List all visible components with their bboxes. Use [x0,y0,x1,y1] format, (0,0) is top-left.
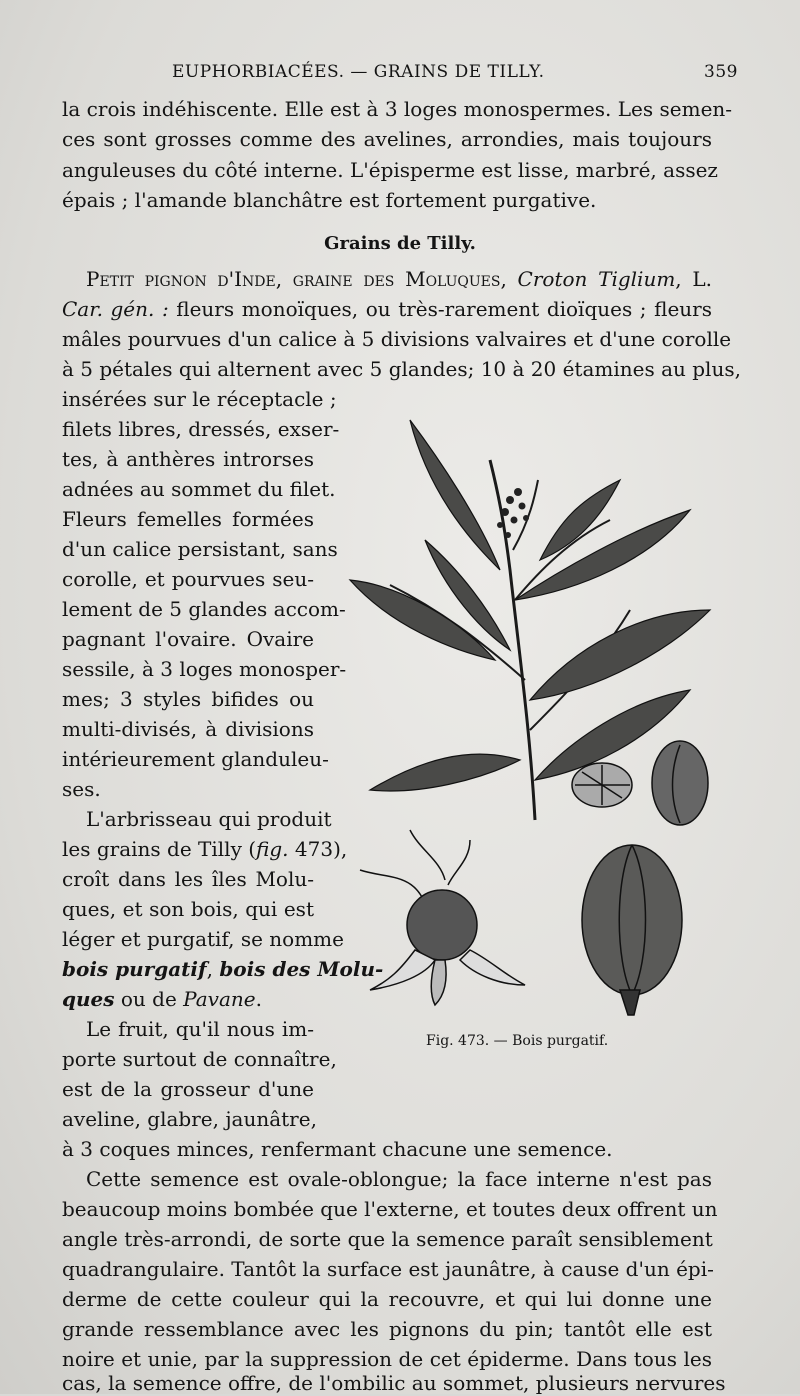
text-line: intérieurement glanduleu- [62,747,329,771]
text-line: lement de 5 glandes accom- [62,597,346,621]
text-line: à 3 coques minces, renfermant chacune une semence. [62,1137,613,1161]
text-line: aveline, glabre, jaunâtre, [62,1107,317,1131]
text-line: angle très-arrondi, de sorte que la semence paraît sensiblement [62,1227,713,1251]
text-line: anguleuses du côté interne. L'épisperme est lisse, marbré, assez [62,158,718,182]
text-line: grande ressemblance avec les pignons du pin; tantôt elle est [62,1317,712,1341]
text-line: insérées sur le réceptacle ; [62,387,337,411]
running-header [60,62,738,90]
text-line: bois purgatif, bois des Molu- [62,957,384,981]
text-line: la crois indéhiscente. Elle est à 3 loges monospermes. Les semen- [62,97,733,121]
text-line: Fleurs femelles formées [62,507,314,531]
text-line: noire et unie, par la suppression de cet épiderme. Dans tous les [62,1347,712,1371]
text-line: ques, et son bois, qui est [62,897,314,921]
text-line: ses. [62,777,101,801]
leaf [530,610,710,700]
section-title: Grains de Tilly. [324,233,476,254]
generic-characters-label: Car. gén. : [62,297,169,321]
text-line: L'arbrisseau qui produit [86,807,332,831]
text-line: léger et purgatif, se nomme [62,927,344,951]
text-line: ques ou de Pavane. [62,987,262,1011]
running-title: EUPHORBIACÉES. — GRAINS DE TILLY. [172,62,545,82]
text-line: épais ; l'amande blanchâtre est fortement purgative. [62,188,597,212]
text-line: pagnant l'ovaire. Ovaire [62,627,314,651]
text-line: derme de cette couleur qui la recouvre, et qui lui donne une [62,1287,712,1311]
text-line [86,266,712,292]
page-number: 359 [704,62,738,82]
text-line: cas, la semence offre, de l'ombilic au sommet, plusieurs nervures [62,1371,726,1395]
text-line: Le fruit, qu'il nous im- [86,1017,314,1041]
text-line: mes; 3 styles bifides ou [62,687,314,711]
text-line: Cette semence est ovale-oblongue; la face interne n'est pas [86,1167,712,1191]
capsule-enlarged [582,845,682,1015]
text-line: filets libres, dressés, exser- [62,417,340,441]
text-line: beaucoup moins bombée que l'externe, et toutes deux offrent un [62,1197,718,1221]
figure-caption: Fig. 473. — Bois purgatif. [426,1033,609,1049]
text-line: multi-divisés, à divisions [62,717,314,741]
text-line: croît dans les îles Molu- [62,867,314,891]
text-line: sessile, à 3 loges monosper- [62,657,347,681]
croton-tiglium-illustration [330,400,730,1030]
text-line: corolle, et pourvues seu- [62,567,314,591]
fruit-capsule [360,830,525,1005]
text-line: à 5 pétales qui alternent avec 5 glandes; 10 à 20 étamines au plus, [62,357,741,381]
text-line: mâles pourvues d'un calice à 5 divisions valvaires et d'une corolle [62,327,732,351]
leaf [410,420,500,570]
text-line: ces sont grosses comme des avelines, arrondies, mais toujours [62,127,712,151]
author-abbrev: , L. [675,267,713,291]
text-line: tes, à anthères introrses [62,447,314,471]
text-line: d'un calice persistant, sans [62,537,338,561]
text-line: porte surtout de connaître, [62,1047,337,1071]
seed-section [572,763,632,807]
latin-name: Croton Tiglium [517,267,676,291]
leaf [370,754,520,791]
text-line: Car. gén. : fleurs monoïques, ou très-rarement dioïques ; fleurs [62,297,712,321]
text-line: est de la grosseur d'une [62,1077,314,1101]
text-line: adnées au sommet du filet. [62,477,336,501]
flower-cluster [497,488,529,538]
seed-oblong [652,741,708,825]
common-names: Petit pignon d'Inde, graine des Moluques, [86,267,507,291]
text-line: quadrangulaire. Tantôt la surface est jaunâtre, à cause d'un épi- [62,1257,714,1281]
text-line: les grains de Tilly (fig. 473), [62,837,348,861]
